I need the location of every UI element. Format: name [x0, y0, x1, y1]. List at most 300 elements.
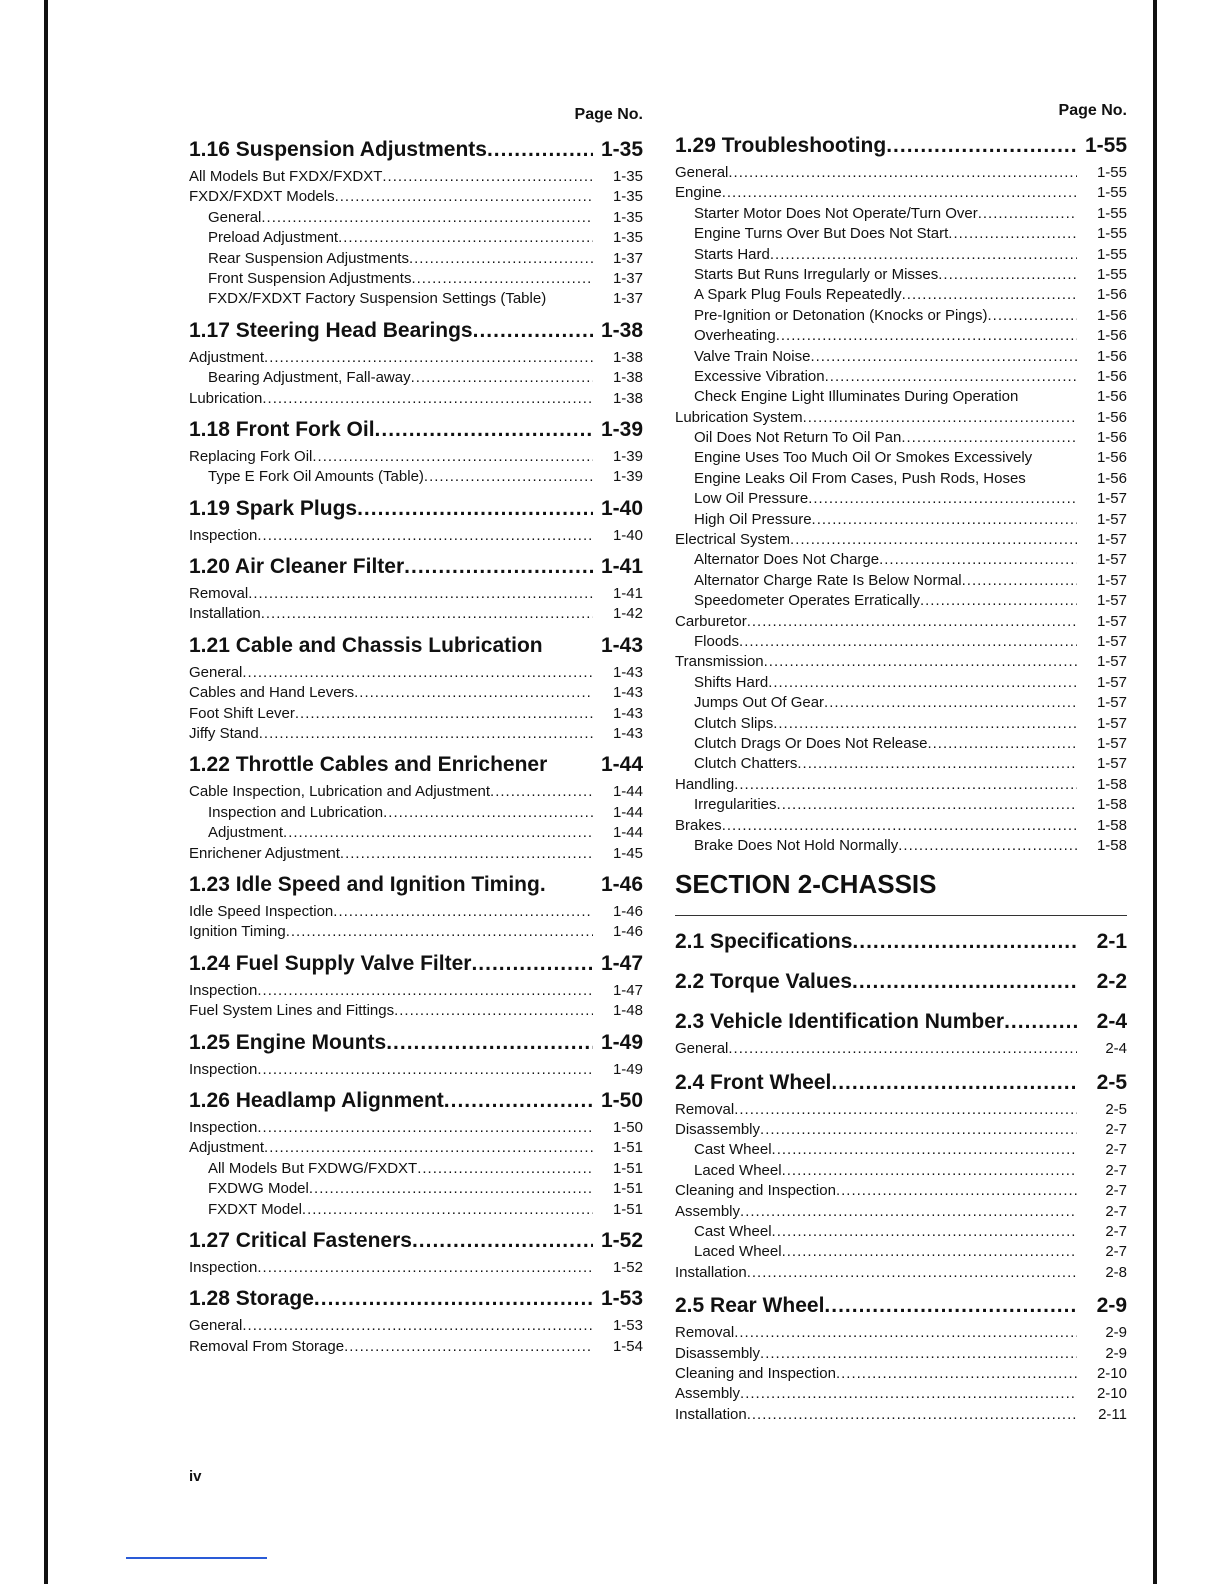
dot-leader: [257, 982, 593, 999]
toc-entry[interactable]: [675, 429, 1127, 449]
toc-entry-label: Overheating: [694, 327, 776, 345]
toc-entry[interactable]: [675, 1141, 1127, 1161]
toc-entry-label: Check Engine Light Illuminates During Operation: [694, 388, 1019, 406]
dot-leader: [412, 1229, 593, 1253]
dot-leader: [824, 694, 1077, 711]
chassis-toc-sections: [675, 930, 1127, 1426]
toc-section: [675, 1294, 1127, 1426]
toc-entry[interactable]: [189, 605, 643, 625]
toc-entry-page: 1-49: [612, 1060, 643, 1078]
toc-entry-page: 1-55: [1096, 225, 1127, 243]
toc-entry-page: 2-7: [1105, 1121, 1127, 1139]
toc-entry[interactable]: [189, 1160, 643, 1180]
toc-entry[interactable]: [675, 307, 1127, 327]
toc-entry[interactable]: [189, 1061, 643, 1081]
toc-entry[interactable]: [189, 923, 643, 943]
toc-entry-label: Cleaning and Inspection: [675, 1364, 836, 1382]
page-number: iv: [189, 1468, 202, 1485]
toc-entry-page: 2-11: [1098, 1405, 1127, 1423]
left-toc-column: [189, 0, 643, 1366]
toc-entry[interactable]: [675, 449, 1127, 469]
section-heading-label: 1.18 Front Fork Oil: [189, 417, 375, 441]
toc-entry-page: 1-43: [612, 725, 643, 743]
dot-leader: [404, 555, 593, 579]
left-page-edge: [44, 0, 48, 1584]
toc-entry[interactable]: [189, 349, 643, 369]
toc-entry-label: Floods: [694, 632, 740, 650]
section-heading-label: 2.5 Rear Wheel: [675, 1294, 825, 1318]
section-heading[interactable]: [675, 134, 1127, 164]
section-heading-label: 1.29 Troubleshooting: [675, 134, 887, 157]
toc-entry-page: 1-35: [612, 188, 643, 206]
toc-entry[interactable]: [189, 290, 643, 310]
section-heading[interactable]: [189, 952, 643, 982]
toc-entry[interactable]: [675, 1203, 1127, 1223]
toc-entry[interactable]: [675, 613, 1127, 633]
toc-entry-page: 2-9: [1105, 1324, 1127, 1342]
toc-section: [189, 555, 643, 626]
section-heading[interactable]: [675, 970, 1127, 1000]
toc-entry-label: Disassembly: [675, 1344, 761, 1362]
toc-entry-label: Clutch Slips: [694, 714, 774, 732]
toc-entry[interactable]: [675, 776, 1127, 796]
dot-leader: [978, 205, 1077, 222]
toc-entry-page: 1-44: [612, 783, 643, 801]
toc-entry-label: Inspection: [189, 1060, 258, 1078]
dot-leader: [938, 266, 1077, 283]
dot-leader: [314, 1287, 593, 1311]
toc-entry-page: 1-57: [1096, 714, 1127, 732]
toc-entry[interactable]: [189, 982, 643, 1002]
footer-rule: [126, 1557, 267, 1559]
dot-leader: [776, 327, 1077, 344]
dot-leader: [357, 497, 593, 521]
toc-entry-label: Oil Does Not Return To Oil Pan: [694, 429, 902, 447]
section-heading[interactable]: [675, 1294, 1127, 1324]
dot-leader: [777, 796, 1077, 813]
toc-entry-page: 1-56: [1096, 286, 1127, 304]
toc-entry-page: 1-48: [612, 1002, 643, 1020]
toc-entry-page: 1-35: [612, 168, 643, 185]
toc-entry-label: Lubrication: [189, 389, 263, 407]
toc-entry[interactable]: [189, 1139, 643, 1159]
toc-entry[interactable]: [189, 783, 643, 803]
toc-entry-page: 2-7: [1105, 1223, 1127, 1241]
toc-entry[interactable]: [675, 1243, 1127, 1263]
toc-entry-label: Removal: [675, 1100, 735, 1118]
toc-entry-label: Assembly: [675, 1385, 741, 1403]
toc-entry[interactable]: [189, 824, 643, 844]
section-heading[interactable]: [189, 138, 643, 168]
toc-entry[interactable]: [675, 511, 1127, 531]
section-heading[interactable]: [189, 1229, 643, 1259]
dot-leader: [962, 572, 1077, 589]
toc-entry-page: 1-41: [612, 585, 643, 603]
toc-entry[interactable]: [189, 1002, 643, 1022]
toc-entry-page: 1-44: [612, 803, 643, 821]
toc-entry-page: 1-57: [1096, 734, 1127, 752]
toc-entry[interactable]: [675, 409, 1127, 429]
section-heading[interactable]: [189, 555, 643, 585]
toc-entry[interactable]: [675, 1040, 1127, 1060]
section-heading-page: 2-4: [1096, 1010, 1127, 1034]
dot-leader: [879, 551, 1077, 568]
toc-entry-label: Inspection: [189, 526, 258, 544]
toc-entry[interactable]: [189, 527, 643, 547]
dot-leader: [920, 592, 1077, 609]
toc-entry[interactable]: [189, 1201, 643, 1221]
toc-entry-page: 1-51: [612, 1139, 643, 1157]
toc-entry[interactable]: [675, 205, 1127, 225]
section-heading-page: 1-41: [600, 555, 643, 579]
toc-entry[interactable]: [675, 286, 1127, 306]
section-heading-page: 1-44: [600, 753, 643, 777]
toc-entry-label: Adjustment: [208, 824, 284, 842]
toc-entry-page: 2-7: [1105, 1243, 1127, 1261]
dot-leader: [394, 1002, 593, 1019]
toc-entry-label: Excessive Vibration: [694, 367, 825, 385]
toc-entry[interactable]: [189, 804, 643, 824]
dot-leader: [383, 804, 593, 821]
toc-entry[interactable]: [189, 229, 643, 249]
dot-leader: [734, 1324, 1077, 1341]
toc-entry-label: Inspection: [189, 981, 258, 999]
section-heading[interactable]: [189, 1089, 643, 1119]
toc-entry-page: 1-51: [612, 1200, 643, 1218]
toc-section: [189, 952, 643, 1023]
toc-entry[interactable]: [675, 490, 1127, 510]
toc-entry-label: Starts Hard: [694, 245, 770, 263]
toc-entry-label: General: [675, 1040, 729, 1058]
dot-leader: [760, 1345, 1077, 1362]
section-heading[interactable]: [189, 873, 643, 903]
toc-entry-label: Valve Train Noise: [694, 347, 811, 365]
section-heading[interactable]: [189, 634, 643, 664]
dot-leader: [747, 1406, 1077, 1423]
dot-leader: [812, 511, 1077, 528]
toc-entry[interactable]: [189, 903, 643, 923]
toc-entry-page: 2-4: [1105, 1040, 1127, 1058]
section-heading-label: 2.4 Front Wheel: [675, 1070, 832, 1094]
toc-entry-page: 1-39: [612, 468, 643, 486]
section-heading[interactable]: [675, 1071, 1127, 1101]
section-heading[interactable]: [189, 418, 643, 448]
toc-entry-label: General: [189, 663, 243, 681]
toc-entry[interactable]: [675, 837, 1127, 857]
dot-leader: [927, 735, 1077, 752]
section-heading-page: 2-5: [1096, 1070, 1127, 1094]
toc-entry[interactable]: [675, 348, 1127, 368]
toc-entry[interactable]: [675, 1406, 1127, 1426]
section-heading[interactable]: [675, 930, 1127, 960]
toc-entry-page: 2-10: [1096, 1364, 1127, 1382]
dot-leader: [411, 369, 593, 386]
section-heading-label: 1.27 Critical Fasteners: [189, 1228, 412, 1252]
toc-entry-page: 1-50: [612, 1118, 643, 1136]
toc-entry[interactable]: [189, 664, 643, 684]
toc-entry[interactable]: [675, 388, 1127, 408]
toc-entry[interactable]: [675, 572, 1127, 592]
toc-entry[interactable]: [675, 755, 1127, 775]
dot-leader: [728, 164, 1077, 181]
dot-leader: [948, 225, 1077, 242]
toc-entry-label: General: [675, 164, 729, 181]
toc-entry[interactable]: [189, 1338, 643, 1358]
toc-entry-page: 1-58: [1096, 816, 1127, 834]
section-heading-label: 1.20 Air Cleaner Filter: [189, 555, 405, 579]
toc-entry-page: 1-57: [1096, 632, 1127, 650]
section-heading-page: 2-1: [1096, 930, 1127, 954]
section-heading[interactable]: [189, 1287, 643, 1317]
dot-leader: [264, 349, 593, 366]
toc-entry-page: 1-55: [1096, 265, 1127, 283]
toc-entry-page: 1-56: [1096, 469, 1127, 487]
toc-entry[interactable]: [189, 725, 643, 745]
dot-leader: [740, 1385, 1077, 1402]
toc-entry-page: 1-38: [612, 348, 643, 366]
toc-section: [189, 138, 643, 311]
toc-entry-label: Adjustment: [189, 348, 265, 366]
toc-entry[interactable]: [675, 796, 1127, 816]
toc-section: [675, 134, 1127, 857]
toc-entry[interactable]: [675, 531, 1127, 551]
dot-leader: [734, 776, 1077, 793]
toc-entry-page: 1-43: [612, 704, 643, 722]
toc-entry-label: Cables and Hand Levers: [189, 684, 355, 702]
toc-entry-page: 1-37: [612, 269, 643, 287]
toc-entry-page: 1-57: [1096, 694, 1127, 712]
dot-leader: [810, 348, 1077, 365]
section-heading-label: 1.16 Suspension Adjustments: [189, 138, 487, 161]
dot-leader: [257, 1119, 593, 1136]
toc-entry-label: All Models But FXDX/FXDXT: [189, 168, 383, 185]
toc-entry[interactable]: [675, 266, 1127, 286]
toc-entry-label: Electrical System: [675, 531, 791, 549]
dot-leader: [257, 1259, 593, 1276]
dot-leader: [902, 286, 1077, 303]
right-toc-column: [675, 0, 1127, 1432]
toc-entry-page: 1-57: [1096, 653, 1127, 671]
toc-entry-label: Brake Does Not Hold Normally: [694, 836, 899, 854]
toc-entry-page: 1-35: [612, 229, 643, 247]
section-heading-label: 1.23 Idle Speed and Ignition Timing.: [189, 872, 546, 896]
section-heading-page: 1-50: [600, 1088, 643, 1112]
toc-entry[interactable]: [675, 735, 1127, 755]
toc-entry-page: 2-7: [1105, 1141, 1127, 1159]
toc-entry-page: 1-53: [612, 1317, 643, 1335]
dot-leader: [797, 755, 1077, 772]
toc-entry[interactable]: [675, 694, 1127, 714]
toc-entry-page: 1-38: [612, 389, 643, 407]
dot-leader: [803, 409, 1077, 426]
toc-entry-label: Installation: [675, 1263, 747, 1281]
toc-entry[interactable]: [189, 705, 643, 725]
toc-entry-page: 1-39: [612, 447, 643, 465]
section-heading-label: 1.21 Cable and Chassis Lubrication: [189, 633, 543, 657]
toc-entry[interactable]: [675, 1324, 1127, 1344]
dot-leader: [312, 448, 593, 465]
toc-entry-page: 1-44: [612, 824, 643, 842]
toc-entry[interactable]: [189, 188, 643, 208]
toc-entry[interactable]: [675, 184, 1127, 204]
toc-entry-page: 1-55: [1096, 245, 1127, 263]
toc-entry-label: Laced Wheel: [694, 1243, 782, 1261]
section-heading[interactable]: [189, 497, 643, 527]
section-heading-page: 1-52: [600, 1228, 643, 1252]
toc-entry-label: FXDWG Model: [208, 1180, 309, 1198]
toc-entry-page: 1-45: [612, 844, 643, 862]
toc-entry[interactable]: [675, 1365, 1127, 1385]
toc-entry[interactable]: [675, 653, 1127, 673]
toc-entry[interactable]: [189, 845, 643, 865]
page-no-header: Page No.: [574, 106, 643, 123]
section-heading-page: 1-46: [600, 872, 643, 896]
toc-entry[interactable]: [189, 369, 643, 389]
toc-entry-label: General: [208, 208, 262, 226]
dot-leader: [309, 1180, 593, 1197]
section-heading-page: 2-2: [1096, 970, 1127, 994]
toc-entry[interactable]: [189, 1259, 643, 1279]
toc-entry-label: Inspection and Lubrication: [208, 803, 384, 821]
toc-entry-page: 1-35: [612, 208, 643, 226]
toc-entry[interactable]: [189, 448, 643, 468]
toc-entry-page: 2-8: [1105, 1263, 1127, 1281]
toc-entry-page: 1-58: [1096, 836, 1127, 854]
toc-entry[interactable]: [675, 1101, 1127, 1121]
dot-leader: [242, 1317, 593, 1334]
toc-entry-page: 1-57: [1096, 673, 1127, 691]
toc-entry[interactable]: [675, 1162, 1127, 1182]
toc-entry[interactable]: [675, 1121, 1127, 1141]
toc-entry-label: Ignition Timing: [189, 923, 286, 941]
toc-entry-page: 1-56: [1096, 306, 1127, 324]
dot-leader: [740, 1203, 1077, 1220]
dot-leader: [824, 1294, 1077, 1318]
toc-entry-label: Low Oil Pressure: [694, 490, 809, 508]
toc-entry[interactable]: [675, 1345, 1127, 1365]
section-heading-label: 1.25 Engine Mounts: [189, 1030, 387, 1054]
toc-entry[interactable]: [189, 250, 643, 270]
dot-leader: [987, 307, 1077, 324]
toc-entry-label: Inspection: [189, 1258, 258, 1276]
toc-entry-label: A Spark Plug Fouls Repeatedly: [694, 286, 902, 304]
toc-entry-label: FXDX/FXDXT Factory Suspension Settings (Table): [208, 290, 547, 308]
toc-section: [189, 753, 643, 865]
toc-entry-page: 1-55: [1096, 164, 1127, 181]
dot-leader: [782, 1243, 1077, 1260]
toc-section: [675, 1010, 1127, 1060]
toc-entry-label: Starts But Runs Irregularly or Misses: [694, 265, 939, 283]
toc-entry-label: Shifts Hard: [694, 673, 769, 691]
toc-entry-label: Engine Leaks Oil From Cases, Push Rods, Hoses: [694, 469, 1026, 487]
section-heading-page: 1-43: [600, 633, 643, 657]
toc-entry[interactable]: [675, 715, 1127, 735]
toc-entry-page: 1-58: [1096, 775, 1127, 793]
toc-entry-page: 1-56: [1096, 429, 1127, 447]
section-heading[interactable]: [189, 1031, 643, 1061]
section-heading[interactable]: [189, 753, 643, 783]
toc-entry[interactable]: [675, 225, 1127, 245]
toc-entry[interactable]: [189, 1119, 643, 1139]
dot-leader: [852, 970, 1077, 994]
dot-leader: [852, 930, 1077, 954]
section-heading-page: 1-49: [600, 1030, 643, 1054]
toc-entry-page: 1-46: [612, 923, 643, 941]
toc-entry-page: 1-43: [612, 663, 643, 681]
toc-entry[interactable]: [675, 164, 1127, 184]
toc-entry[interactable]: [675, 1182, 1127, 1202]
toc-entry[interactable]: [675, 1223, 1127, 1243]
toc-entry[interactable]: [675, 470, 1127, 490]
toc-entry-label: Disassembly: [675, 1121, 761, 1139]
toc-entry-label: Starter Motor Does Not Operate/Turn Over: [694, 204, 978, 222]
section-heading-page: 1-38: [600, 318, 643, 342]
dot-leader: [335, 188, 593, 205]
toc-entry[interactable]: [675, 551, 1127, 571]
toc-entry[interactable]: [189, 168, 643, 188]
toc-entry[interactable]: [189, 1317, 643, 1337]
dot-leader: [782, 1162, 1077, 1179]
toc-entry[interactable]: [189, 1180, 643, 1200]
dot-leader: [773, 715, 1077, 732]
toc-entry[interactable]: [675, 817, 1127, 837]
dot-leader: [722, 184, 1077, 201]
toc-entry[interactable]: [189, 585, 643, 605]
toc-entry-label: Handling: [675, 775, 735, 793]
section-heading-label: 1.24 Fuel Supply Valve Filter: [189, 951, 472, 975]
toc-entry[interactable]: [675, 674, 1127, 694]
toc-entry-label: General: [189, 1317, 243, 1335]
section-heading-label: 1.17 Steering Head Bearings: [189, 318, 473, 342]
dot-leader: [747, 1264, 1077, 1281]
dot-leader: [473, 319, 593, 343]
toc-entry-label: Irregularities: [694, 796, 777, 814]
dot-leader: [770, 246, 1077, 263]
toc-entry-label: FXDX/FXDXT Models: [189, 188, 335, 206]
dot-leader: [242, 664, 593, 681]
dot-leader: [295, 705, 593, 722]
toc-entry-page: 1-51: [612, 1159, 643, 1177]
toc-entry-page: 2-9: [1105, 1344, 1127, 1362]
toc-entry-label: Cast Wheel: [694, 1223, 772, 1241]
toc-entry[interactable]: [675, 1264, 1127, 1284]
toc-entry[interactable]: [189, 390, 643, 410]
toc-entry[interactable]: [189, 468, 643, 488]
dot-leader: [1004, 1010, 1077, 1034]
toc-entry[interactable]: [675, 592, 1127, 612]
toc-entry-page: 1-40: [612, 526, 643, 544]
toc-entry[interactable]: [675, 327, 1127, 347]
toc-entry[interactable]: [675, 633, 1127, 653]
toc-entry[interactable]: [189, 684, 643, 704]
toc-entry-label: Installation: [189, 605, 261, 623]
toc-entry-page: 1-47: [612, 981, 643, 999]
toc-entry-label: High Oil Pressure: [694, 510, 812, 528]
toc-entry[interactable]: [675, 368, 1127, 388]
dot-leader: [338, 229, 593, 246]
section-heading[interactable]: [189, 319, 643, 349]
toc-entry[interactable]: [675, 246, 1127, 266]
toc-entry[interactable]: [189, 270, 643, 290]
dot-leader: [257, 527, 593, 544]
toc-entry-page: 1-57: [1096, 490, 1127, 508]
dot-leader: [808, 490, 1077, 507]
section-2-title: SECTION 2-CHASSIS: [675, 869, 1127, 916]
toc-entry[interactable]: [675, 1385, 1127, 1405]
toc-entry[interactable]: [189, 209, 643, 229]
toc-section: [189, 1287, 643, 1358]
section-heading[interactable]: [675, 1010, 1127, 1040]
